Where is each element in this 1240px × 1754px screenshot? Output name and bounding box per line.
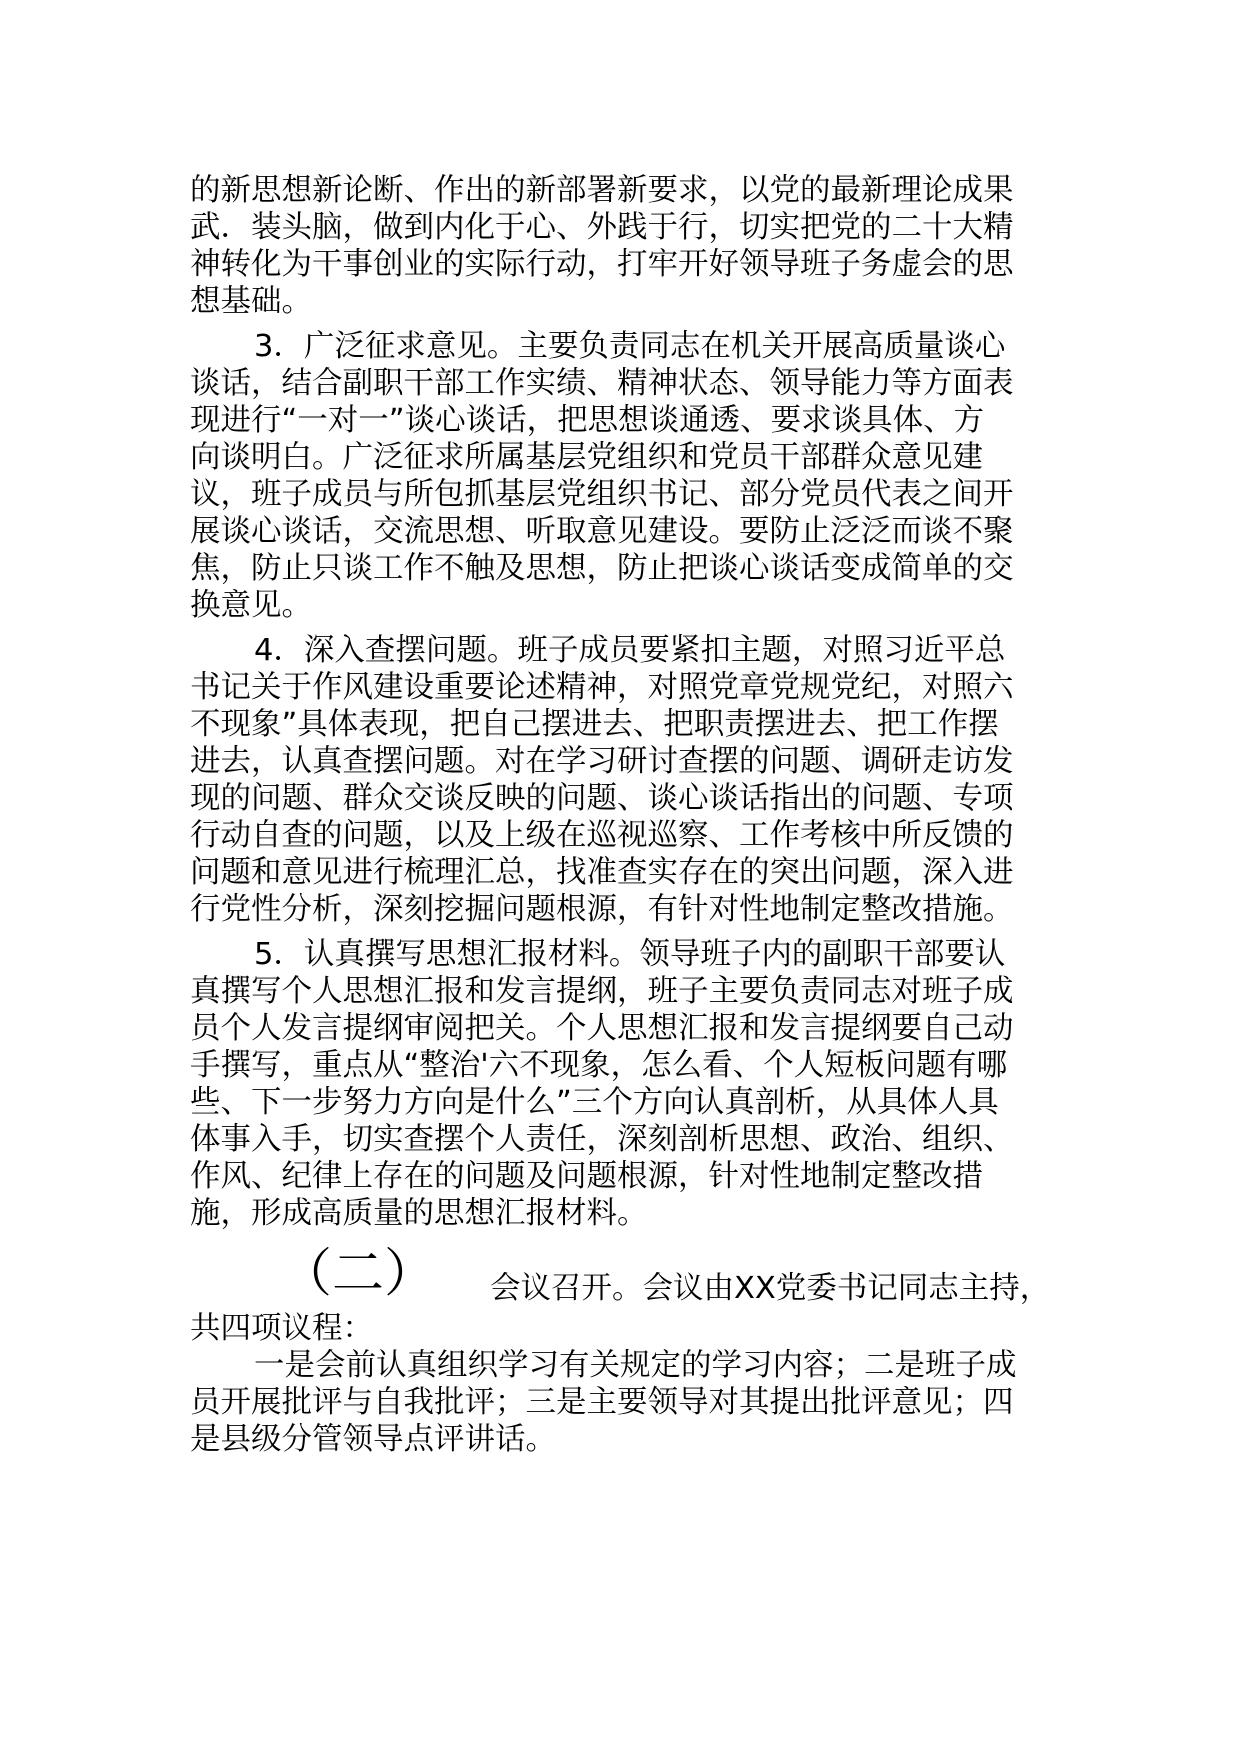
text-line: 作风、纪律上存在的问题及问题根源，针对性地制定整改措 [190,1159,983,1194]
text-line: 一是会前认真组织学习有关规定的学习内容；二是班子成 [254,1348,1017,1383]
paragraph-study-continuation [190,172,1060,320]
text-line: 的新思想新论断、作出的新部署新要求，以党的最新理论成果 [190,173,1014,208]
text-line: 3．广泛征求意见。主要负责同志在机关开展高质量谈心 [254,329,1006,364]
document-page [190,172,1060,1458]
text-line: 神转化为干事创业的实际行动，打牢开好领导班子务虚会的思 [190,247,1014,282]
text-line: 问题和意见进行梳理汇总，找准查实存在的突出问题，深入进 [190,855,1014,890]
text-line: 真撰写个人思想汇报和发言提纲，班子主要负责同志对班子成 [190,974,1014,1009]
text-line: 现进行“一对一”谈心谈话，把思想谈通透、要求谈具体、方 [190,403,985,438]
text-line: 进去，认真查摆问题。对在学习研讨查摆的问题、调研走访发 [190,744,1014,779]
text-line: 现的问题、群众交谈反映的问题、谈心谈话指出的问题、专项 [190,781,1014,816]
text-line: 谈话，结合副职干部工作实绩、精神状态、领导能力等方面表 [190,366,1014,401]
text-line: 不现象”具体表现，把自己摆进去、把职责摆进去、把工作摆 [190,707,999,742]
text-line: 共四项议程： [190,1311,373,1346]
text-line: 员个人发言提纲审阅把关。个人思想汇报和发言提纲要自己动 [190,1011,1014,1046]
text-line: 书记关于作风建设重要论述精神，对照党章党规党纪，对照六 [190,670,1014,705]
text-line: 展谈心谈话，交流思想、听取意见建设。要防止泛泛而谈不聚 [190,514,1014,549]
text-line: 手撰写，重点从“整治'六不现象，怎么看、个人短板问题有哪 [190,1048,1008,1083]
section-heading [190,1246,1060,1310]
paragraph-agenda-items [190,1347,1060,1458]
paragraph-write-report [190,936,1060,1232]
text-line: 行动自查的问题，以及上级在巡视巡察、工作考核中所反馈的 [190,818,1014,853]
text-line: 焦，防止只谈工作不触及思想，防止把谈心谈话变成简单的交 [190,551,1014,586]
text-line: 行党性分析，深刻挖掘问题根源，有针对性地制定整改措施。 [190,892,1014,927]
text-line: 4．深入查摆问题。班子成员要紧扣主题，对照习近平总 [254,633,1006,668]
text-line: 武．装头脑，做到内化于心、外践于行，切实把党的二十大精 [190,210,1014,245]
text-line: 些、下一步努力方向是什么”三个方向认真剖析，从具体人具 [190,1085,999,1120]
text-line: 换意见。 [190,588,312,623]
text-line: 是县级分管领导点评讲话。 [190,1422,556,1457]
text-line: 体事入手，切实查摆个人责任，深刻剖析思想、政治、组织、 [190,1122,1014,1157]
paragraph-identify-problems [190,632,1060,928]
paragraph-solicit-opinions [190,328,1060,624]
paragraph-agenda-intro [190,1310,1060,1347]
text-line: 施，形成高质量的思想汇报材料。 [190,1196,648,1231]
text-line: 议，班子成员与所包抓基层党组织书记、部分党员代表之间开 [190,477,1014,512]
text-line: 向谈明白。广泛征求所属基层党组织和党员干部群众意见建 [190,440,983,475]
section-heading-text: 会议召开。会议由XX党委书记同志主持， [490,1271,1051,1306]
text-line: 5．认真撰写思想汇报材料。领导班子内的副职干部要认 [254,937,1006,972]
text-line: 员开展批评与自我批评；三是主要领导对其提出批评意见；四 [190,1385,1014,1420]
section-number: （二） [280,1244,437,1304]
text-line: 想基础。 [190,284,312,319]
